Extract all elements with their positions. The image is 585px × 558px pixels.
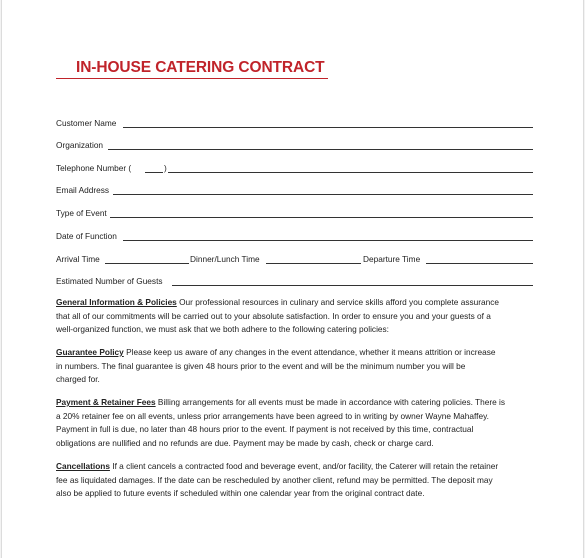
type-of-event-label: Type of Event	[56, 208, 107, 218]
dinner-time-line[interactable]	[266, 263, 361, 264]
document-title: IN-HOUSE CATERING CONTRACT	[76, 59, 325, 76]
guarantee-line-3: charged for.	[56, 374, 100, 385]
departure-time-line[interactable]	[426, 263, 533, 264]
cancellations-paragraph	[56, 460, 536, 501]
telephone-paren: )	[164, 163, 167, 173]
estimated-guests-line[interactable]	[172, 285, 533, 286]
guarantee-heading: Guarantee Policy	[56, 347, 124, 357]
cancellations-heading: Cancellations	[56, 461, 110, 471]
date-of-function-line[interactable]	[123, 240, 533, 241]
general-heading: General Information & Policies	[56, 297, 177, 307]
payment-line-4: obligations are nullified and no refunds are due. Payment may be made by cash, check or charge card.	[56, 437, 434, 448]
arrival-time-label: Arrival Time	[56, 254, 100, 264]
guarantee-line-2: in numbers. The final guarantee is given 48 hours prior to the event and will be the minimum number you will be	[56, 360, 466, 371]
telephone-label: Telephone Number (	[56, 163, 132, 173]
email-line[interactable]	[113, 194, 533, 195]
general-policies-paragraph	[56, 296, 536, 337]
guarantee-policy-paragraph	[56, 346, 536, 387]
customer-name-label: Customer Name	[56, 118, 117, 128]
payment-line-3: Payment in full is due, no later than 48 hours prior to the event. If payment is not received by this time, contractual	[56, 424, 474, 435]
guarantee-line-1: Guarantee Policy Please keep us aware of any changes in the event attendance, whether it means attrition or increase	[56, 347, 496, 357]
organization-line[interactable]	[108, 149, 533, 150]
contract-page	[1, 0, 584, 558]
telephone-line[interactable]	[168, 172, 533, 173]
general-line-1: General Information & Policies Our professional resources in culinary and service skills afford you complete assurance	[56, 297, 499, 307]
cancellations-line-2: fee as liquidated damages. If the date can be rescheduled by another client, refund may be permitted. The deposit may	[56, 474, 493, 485]
payment-heading: Payment & Retainer Fees	[56, 397, 156, 407]
departure-time-label: Departure Time	[363, 254, 421, 264]
email-label: Email Address	[56, 185, 110, 195]
cancellations-line-1: Cancellations If a client cancels a contracted food and beverage event, and/or facility, the Caterer will retain the retainer	[56, 461, 499, 471]
arrival-time-line[interactable]	[105, 263, 189, 264]
date-of-function-label: Date of Function	[56, 231, 117, 241]
general-line-3: well-organized function, we must ask that we both adhere to the following catering policies:	[56, 324, 389, 335]
estimated-guests-label: Estimated Number of Guests	[56, 276, 163, 286]
payment-fees-paragraph	[56, 396, 536, 450]
cancellations-line-3: also be applied to future events if scheduled within one calendar year from the original contract date.	[56, 488, 425, 499]
organization-label: Organization	[56, 140, 104, 150]
payment-line-2: a 20% retainer fee on all events, unless prior arrangements have been agreed to in writing by owner Wayne Mahaffey.	[56, 410, 489, 421]
title-block	[56, 59, 328, 79]
general-line-2: that all of our commitments will be carried out to your absolute satisfaction. In order to ensure you and your guests of a	[56, 310, 491, 321]
type-of-event-line[interactable]	[110, 217, 533, 218]
dinner-time-label: Dinner/Lunch Time	[190, 254, 260, 264]
payment-line-1: Payment & Retainer Fees Billing arrangements for all events must be made in accordance with catering policies. There is	[56, 397, 506, 407]
customer-name-line[interactable]	[123, 127, 533, 128]
area-code-line[interactable]	[145, 172, 163, 173]
